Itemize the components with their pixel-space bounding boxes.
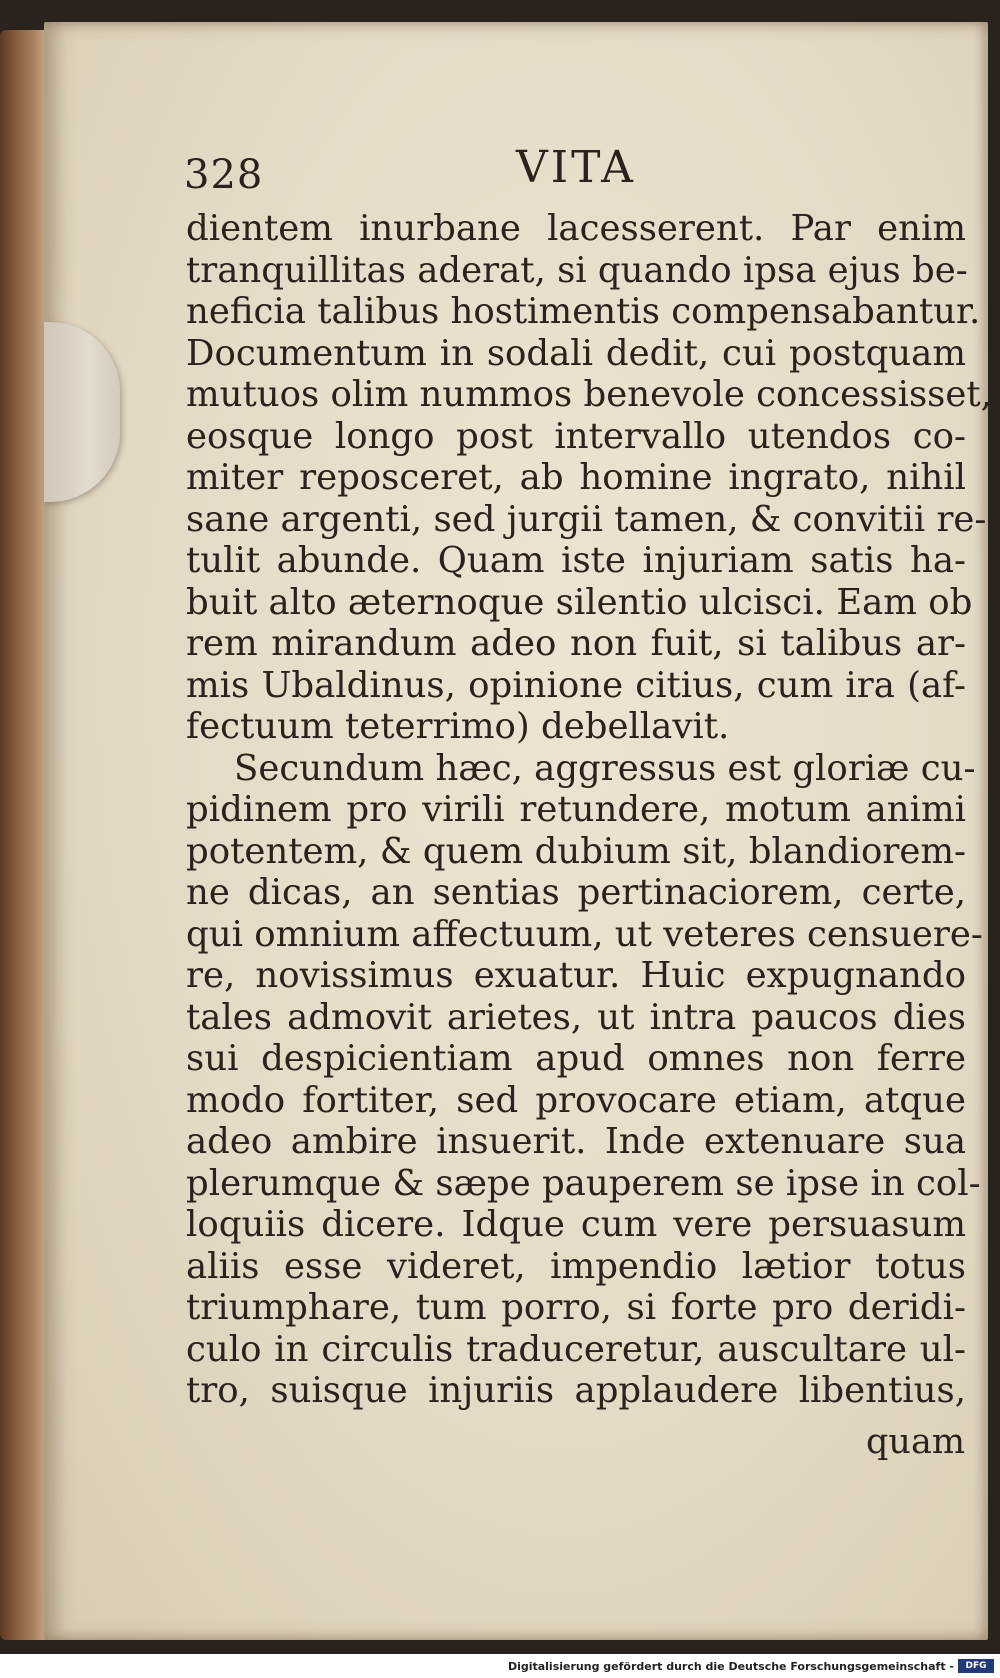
page-header — [184, 142, 964, 202]
text-line: sui despicientiam apud omnes non ferre — [186, 1038, 966, 1079]
text-line: qui omnium affectuum, ut veteres censuere- — [186, 913, 983, 955]
digitization-credit: Digitalisierung gefördert durch die Deutsche Forschungsgemeinschaft - — [507, 1660, 954, 1673]
page-clasp — [44, 322, 120, 502]
text-line: mutuos olim nummos benevole concessisset, — [186, 374, 992, 415]
text-line: dientem inurbane lacesserent. Par enim — [186, 208, 966, 249]
text-line: rem mirandum adeo non fuit, si talibus ar- — [186, 623, 966, 664]
catchword: quam — [866, 1422, 966, 1462]
text-line: adeo ambire insuerit. Inde extenuare sua — [186, 1121, 966, 1162]
text-line: aliis esse videret, impendio lætior totus — [186, 1245, 966, 1287]
text-line: culo in circulis traduceretur, auscultare ul- — [186, 1328, 966, 1370]
text-line: loquiis dicere. Idque cum vere persuasum — [186, 1204, 966, 1245]
text-line: miter reposceret, ab homine ingrato, nihil — [186, 457, 966, 498]
book-edge — [0, 30, 48, 1640]
text-line: eosque longo post intervallo utendos co- — [186, 415, 966, 457]
running-title: VITA — [516, 142, 636, 193]
text-line: pidinem pro virili retundere, motum animi — [186, 789, 966, 830]
dfg-logo-icon: DFG — [958, 1659, 994, 1673]
text-line: re, novissimus exuatur. Huic expugnando — [186, 955, 966, 996]
text-line: tro, suisque injuriis applaudere libentius, — [186, 1370, 966, 1411]
page-number: 328 — [184, 152, 264, 198]
text-line: neficia talibus hostimentis compensabantur. — [186, 291, 981, 332]
text-line: fectuum teterrimo) debellavit. — [186, 706, 730, 747]
text-line: tales admovit arietes, ut intra paucos dies — [186, 996, 966, 1038]
text-line: triumphare, tum porro, si forte pro deridi- — [186, 1287, 966, 1328]
text-line: sane argenti, sed jurgii tamen, & convitii re- — [186, 498, 987, 540]
text-line: buit alto æternoque silentio ulcisci. Eam ob — [186, 581, 973, 623]
text-line: Documentum in sodali dedit, cui postquam — [186, 332, 966, 374]
text-line: tranquillitas aderat, si quando ipsa ejus be- — [186, 249, 968, 291]
body-text — [186, 208, 992, 1412]
text-line: modo fortiter, sed provocare etiam, atque — [186, 1079, 966, 1121]
text-line: ne dicas, an sentias pertinaciorem, certe, — [186, 872, 966, 913]
text-line: tulit abunde. Quam iste injuriam satis ha- — [186, 540, 966, 581]
text-line: Secundum hæc, aggressus est gloriæ cu- — [234, 747, 976, 789]
text-line: plerumque & sæpe pauperem se ipse in col- — [186, 1162, 981, 1204]
text-line: potentem, & quem dubium sit, blandiorem- — [186, 830, 966, 872]
text-line: mis Ubaldinus, opinione citius, cum ira (af- — [186, 664, 966, 706]
